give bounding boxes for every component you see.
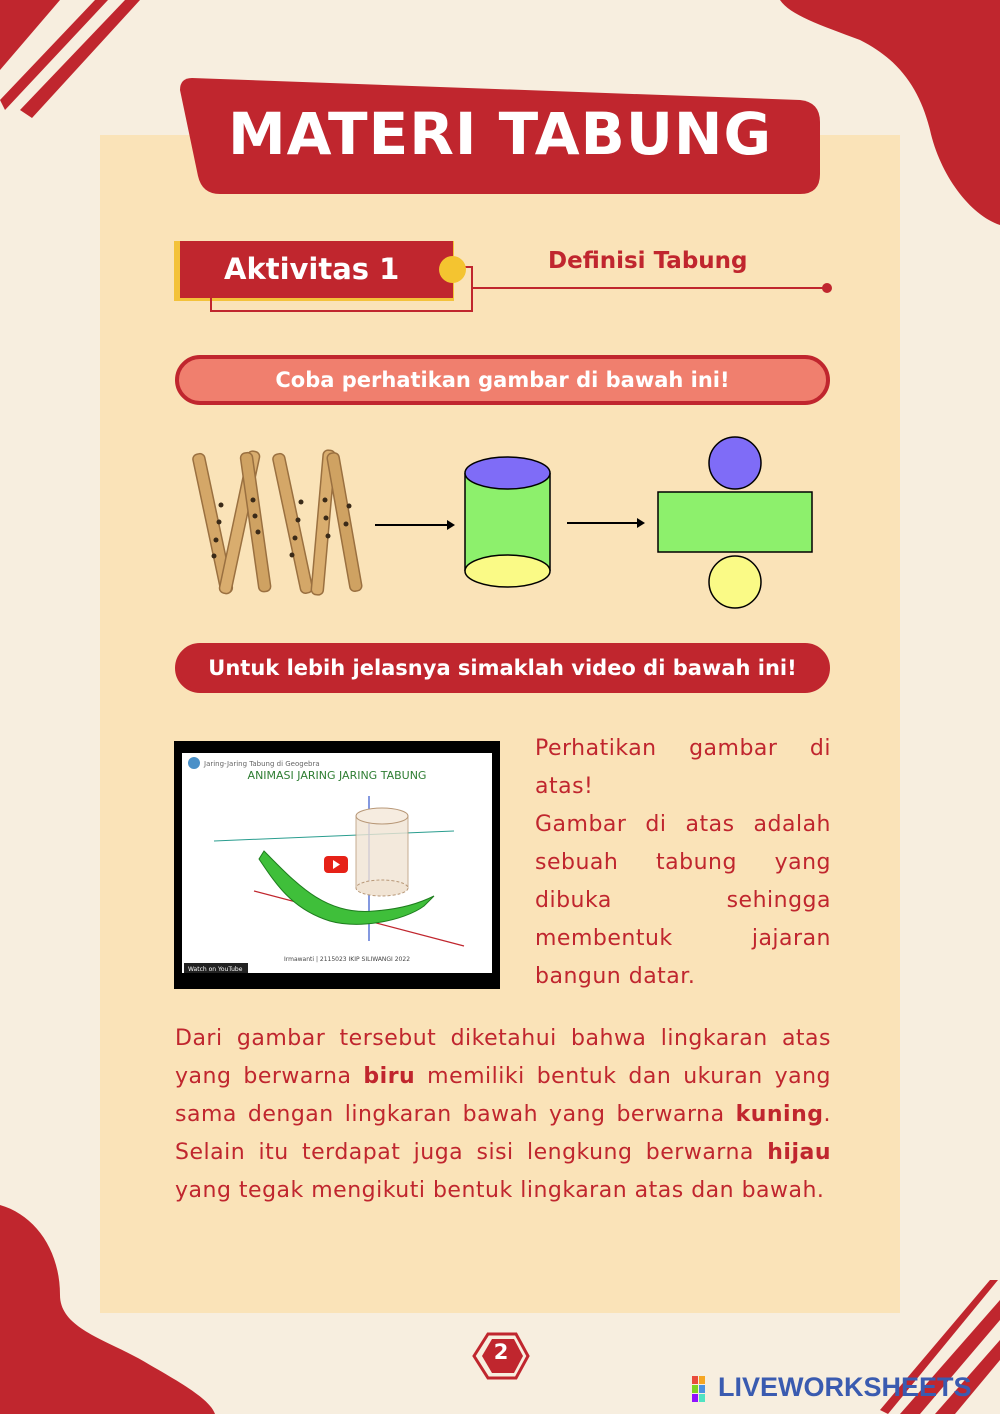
arrow-icon [567,518,645,528]
video-channel-title: Jaring-Jaring Tabung di Geogebra [204,760,320,768]
side-text-line2: Gambar di atas adalah sebuah tabung yang dibuka sehingga membentuk jajaran bangun datar. [535,812,831,989]
activity-divider [473,287,825,289]
activity-topic: Definisi Tabung [548,248,748,274]
activity-divider-end [822,283,832,293]
activity-label: Aktivitas 1 [180,241,453,298]
video-heading: ANIMASI JARING JARING TABUNG [247,769,427,782]
youtube-label: YouTube [218,966,243,973]
observe-prompt: Coba perhatikan gambar di bawah ini! [175,355,830,405]
liveworksheets-brand: LIVEWORKSHEETS [718,1372,972,1402]
side-explanation [535,730,831,996]
arrow-icon [375,520,455,530]
body-paragraph [175,1020,831,1210]
top-left-brush-decoration [0,0,140,120]
flute-image [192,450,363,595]
liveworksheets-logo-icon [692,1376,714,1402]
body-part3: . Selain itu terdapat juga sisi lengkung berwarna [175,1102,831,1165]
video-caption: Irmawanti | 2115023 IKIP SILIWANGI 2022 [284,956,411,963]
body-part1: Dari gambar tersebut diketahui bahwa lingkaran atas yang berwarna [175,1026,831,1089]
side-text-line1: Perhatikan gambar di atas! [535,736,831,799]
video-prompt: Untuk lebih jelasnya simaklah video di bawah ini! [175,643,830,693]
cylinder-net-shape [658,437,812,608]
body-bold-biru: biru [363,1064,416,1089]
activity-dot [439,256,466,283]
watch-on-label: Watch on [188,966,217,973]
body-part2: memiliki bentuk dan ukuran yang sama dengan lingkaran bawah yang berwarna [175,1064,831,1127]
cylinder-shape [465,457,550,587]
cylinder-net-figure [185,430,825,615]
page-number: 2 [493,1340,509,1364]
video-embed[interactable] [174,741,500,989]
body-bold-hijau: hijau [767,1140,831,1165]
body-bold-kuning: kuning [735,1102,824,1127]
page-title: MATERI TABUNG [227,100,773,168]
body-part4: yang tegak mengikuti bentuk lingkaran atas dan bawah. [175,1178,825,1203]
video-thumbnail [174,741,500,989]
